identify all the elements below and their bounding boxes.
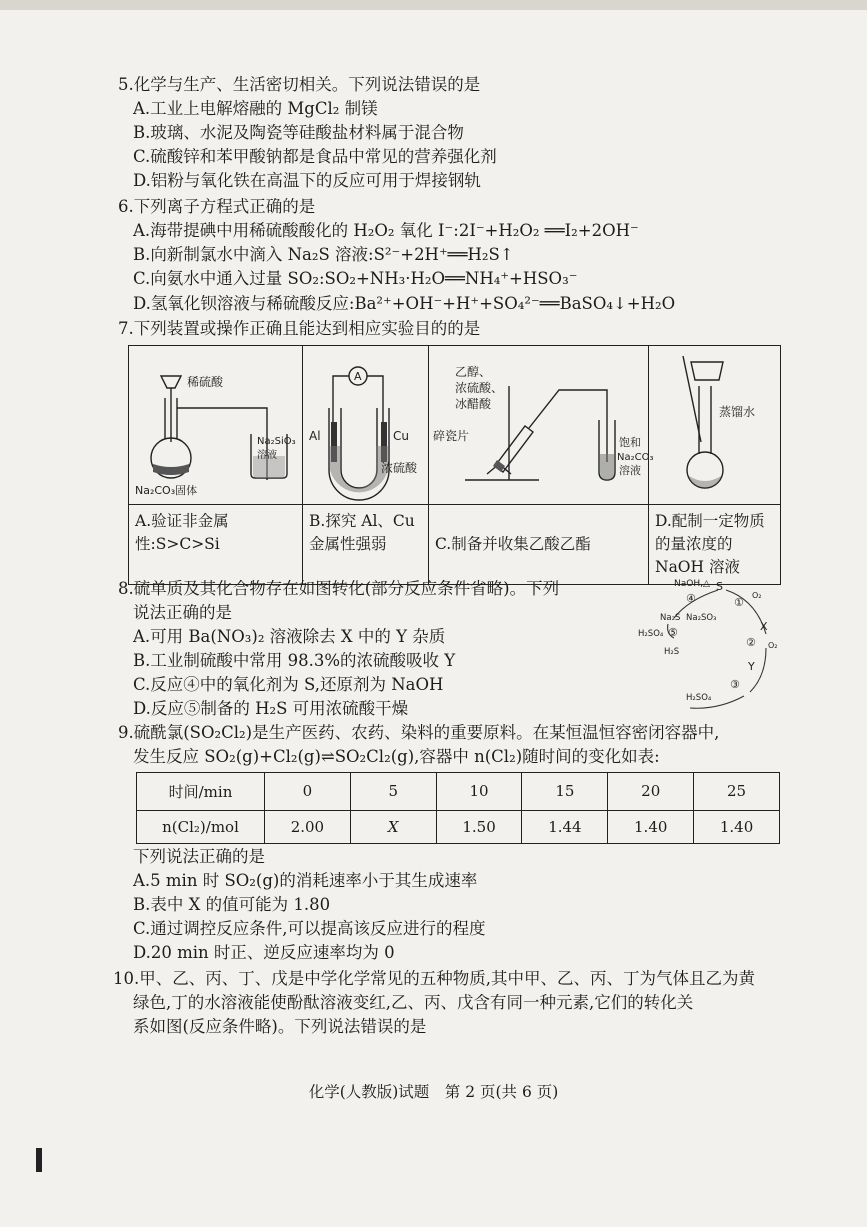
q9-option-b: B.表中 X 的值可能为 1.80	[133, 895, 331, 914]
apparatus-c-drawing	[429, 346, 654, 500]
apparatus-d-cell	[649, 346, 781, 505]
row-head-time: 时间/min	[137, 773, 265, 811]
svg-text:蒸馏水: 蒸馏水	[719, 405, 756, 419]
apparatus-a-cell	[129, 346, 303, 505]
time-cell: 5	[350, 773, 436, 811]
q7-apparatus-table	[128, 345, 781, 585]
svg-text:Y: Y	[748, 660, 755, 673]
q7-stem: 7.下列装置或操作正确且能达到相应实验目的的是	[118, 319, 481, 338]
svg-text:溶液: 溶液	[619, 464, 641, 477]
svg-text:浓硫酸、: 浓硫酸、	[455, 381, 504, 395]
svg-text:O₂: O₂	[768, 641, 778, 650]
svg-text:冰醋酸: 冰醋酸	[455, 397, 492, 411]
svg-text:H₂SO₄: H₂SO₄	[686, 693, 712, 703]
svg-text:A: A	[354, 370, 362, 383]
q9-stem-line1: 9.硫酰氯(SO₂Cl₂)是生产医药、农药、染料的重要原料。在某恒温恒容密闭容器中,	[118, 723, 720, 742]
svg-text:浓硫酸: 浓硫酸	[381, 461, 418, 475]
q9-option-a: A.5 min 时 SO₂(g)的消耗速率小于其生成速率	[133, 871, 478, 890]
q8-sulfur-cycle-diagram	[630, 574, 780, 714]
time-cell: 25	[694, 773, 780, 811]
svg-text:Al: Al	[309, 429, 321, 443]
svg-text:碎瓷片: 碎瓷片	[433, 429, 470, 443]
svg-text:Na₂S: Na₂S	[660, 613, 681, 623]
svg-text:Na₂SiO₃: Na₂SiO₃	[257, 436, 296, 447]
amount-cell: 1.40	[694, 810, 780, 843]
q8-option-c: C.反应④中的氧化剂为 S,还原剂为 NaOH	[133, 675, 444, 694]
q9-option-c: C.通过调控反应条件,可以提高该反应进行的程度	[133, 919, 486, 938]
svg-text:溶液: 溶液	[257, 450, 277, 461]
caption-b: B.探究 Al、Cu 金属性强弱	[303, 505, 429, 585]
svg-text:饱和: 饱和	[619, 436, 641, 449]
amount-cell: 1.50	[436, 810, 522, 843]
time-cell: 20	[608, 773, 694, 811]
svg-text:NaOH,△: NaOH,△	[674, 579, 710, 589]
svg-text:①: ①	[734, 596, 744, 609]
caption-c: C.制备并收集乙酸乙酯	[429, 505, 649, 585]
apparatus-a-drawing	[129, 346, 301, 500]
table-row-time	[137, 773, 780, 811]
apparatus-b-drawing	[303, 346, 427, 500]
svg-text:⑤: ⑤	[668, 626, 678, 639]
q5-option-b: B.玻璃、水泥及陶瓷等硅酸盐材料属于混合物	[133, 123, 464, 142]
svg-text:H₂S: H₂S	[664, 647, 680, 657]
q6-option-b: B.向新制氯水中滴入 Na₂S 溶液:S²⁻+2H⁺══H₂S↑	[133, 245, 514, 264]
svg-text:Cu: Cu	[393, 429, 409, 443]
amount-cell: 2.00	[265, 810, 351, 843]
apparatus-b-cell	[303, 346, 429, 505]
q8-option-a: A.可用 Ba(NO₃)₂ 溶液除去 X 中的 Y 杂质	[133, 627, 446, 646]
q9-data-table	[136, 772, 780, 844]
svg-text:④: ④	[686, 592, 696, 605]
page-footer: 化学(人教版)试题 第 2 页(共 6 页)	[308, 1083, 559, 1101]
svg-text:Na₂SO₃: Na₂SO₃	[686, 613, 717, 623]
svg-text:O₂: O₂	[752, 591, 762, 600]
q10-line1: 10.甲、乙、丙、丁、戊是中学化学常见的五种物质,其中甲、乙、丙、丁为气体且乙为黄	[113, 969, 755, 988]
svg-text:Na₂CO₃: Na₂CO₃	[617, 452, 654, 463]
time-cell: 15	[522, 773, 608, 811]
caption-d: D.配制一定物质的量浓度的 NaOH 溶液	[649, 505, 781, 585]
svg-text:稀硫酸: 稀硫酸	[187, 375, 224, 389]
q6-stem: 6.下列离子方程式正确的是	[118, 197, 316, 216]
amount-cell: 1.40	[608, 810, 694, 843]
q10-line3: 系如图(反应条件略)。下列说法错误的是	[133, 1017, 427, 1036]
q5-option-d: D.铝粉与氧化铁在高温下的反应可用于焊接钢轨	[133, 171, 481, 190]
table-row-amount	[137, 810, 780, 843]
svg-text:乙醇、: 乙醇、	[455, 365, 492, 379]
q5-option-a: A.工业上电解熔融的 MgCl₂ 制镁	[133, 99, 378, 118]
q8-stem-line1: 8.硫单质及其化合物存在如图转化(部分反应条件省略)。下列	[118, 579, 560, 598]
scan-top-edge	[0, 0, 867, 10]
amount-cell: X	[350, 810, 436, 843]
q9-stem-line2: 发生反应 SO₂(g)+Cl₂(g)⇌SO₂Cl₂(g),容器中 n(Cl₂)随时间的变化如表:	[133, 747, 660, 766]
apparatus-c-cell	[429, 346, 654, 505]
row-head-amount: n(Cl₂)/mol	[137, 810, 265, 843]
q6-option-d: D.氢氧化钡溶液与稀硫酸反应:Ba²⁺+OH⁻+H⁺+SO₄²⁻══BaSO₄↓+H₂O	[133, 294, 676, 313]
svg-text:X: X	[760, 620, 768, 633]
svg-text:③: ③	[730, 678, 740, 691]
scan-edge-mark	[36, 1148, 42, 1172]
q6-option-a: A.海带提碘中用稀硫酸酸化的 H₂O₂ 氧化 I⁻:2I⁻+H₂O₂ ══I₂+2OH⁻	[133, 221, 639, 240]
q9-option-d: D.20 min 时正、逆反应速率均为 0	[133, 943, 395, 962]
time-cell: 0	[265, 773, 351, 811]
time-cell: 10	[436, 773, 522, 811]
q9-prompt: 下列说法正确的是	[133, 847, 265, 866]
caption-a: A.验证非金属性:S>C>Si	[129, 505, 303, 585]
svg-text:S: S	[716, 580, 723, 593]
svg-text:H₂SO₄: H₂SO₄	[638, 629, 664, 639]
q8-option-d: D.反应⑤制备的 H₂S 可用浓硫酸干燥	[133, 699, 409, 718]
amount-cell: 1.44	[522, 810, 608, 843]
apparatus-d-drawing	[649, 346, 779, 500]
q8-stem-line2: 说法正确的是	[133, 603, 232, 622]
q5-option-c: C.硫酸锌和苯甲酸钠都是食品中常见的营养强化剂	[133, 147, 497, 166]
q10-line2: 绿色,丁的水溶液能使酚酞溶液变红,乙、丙、戊含有同一种元素,它们的转化关	[133, 993, 694, 1012]
svg-text:②: ②	[746, 636, 756, 649]
q5-stem: 5.化学与生产、生活密切相关。下列说法错误的是	[118, 75, 481, 94]
svg-text:Na₂CO₃固体: Na₂CO₃固体	[135, 484, 198, 497]
q8-option-b: B.工业制硫酸中常用 98.3%的浓硫酸吸收 Y	[133, 651, 456, 670]
q6-option-c: C.向氨水中通入过量 SO₂:SO₂+NH₃·H₂O══NH₄⁺+HSO₃⁻	[133, 269, 578, 288]
